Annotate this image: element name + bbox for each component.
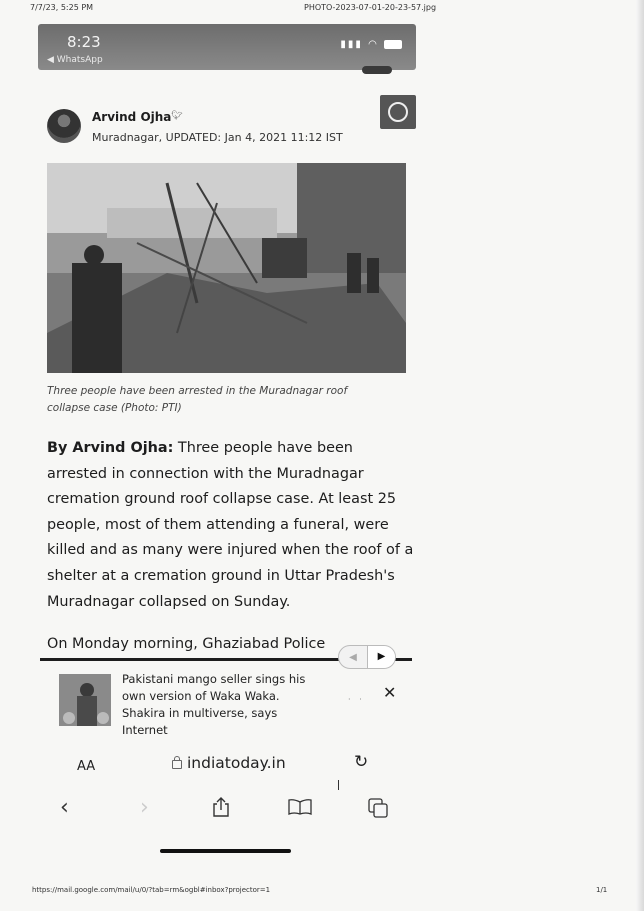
back-to-whatsapp-link[interactable]: ◀ WhatsApp [47,55,103,65]
tabs-icon[interactable] [368,798,388,818]
wifi-icon: ◠ [368,39,379,50]
print-timestamp: 7/7/23, 5:25 PM [30,3,94,12]
pager-next-icon[interactable]: ▶ [367,646,395,668]
close-icon[interactable]: ✕ [383,683,397,702]
page-edge [636,0,644,911]
share-icon[interactable] [212,797,230,817]
forward-button[interactable]: › [140,795,149,820]
bookmarks-icon[interactable] [288,799,312,815]
signal-icon: ▮▮▮ [340,39,363,50]
home-indicator [160,849,291,853]
print-filename: PHOTO-2023-07-01-20-23-57.jpg [304,3,437,12]
reload-icon[interactable]: ↻ [354,752,369,772]
text-cursor [338,780,339,790]
lock-icon [172,760,182,769]
print-url: https://mail.google.com/mail/u/0/?tab=rm&ogbl#inbox?projector=1 [32,886,271,894]
address-bar[interactable]: indiatoday.in [187,754,286,772]
camera-notch [362,66,392,74]
article-paragraph [47,436,417,615]
photo-caption: Three people have been arrested in the Muradnagar roof collapse case (Photo: PTI) [47,385,348,414]
author-name[interactable]: Arvind Ojha [92,110,172,124]
article-photo [47,163,406,373]
verified-bird-icon: 🐦︎ [171,111,183,121]
decorative-dots: · · [348,695,365,704]
text-size-button[interactable]: AA [77,759,96,774]
back-button[interactable]: ‹ [60,795,69,820]
print-page-number: 1/1 [596,886,608,894]
battery-icon [384,40,402,49]
status-icons [340,39,402,50]
recommendation-thumbnail[interactable] [59,674,111,726]
whatsapp-icon [388,102,408,122]
recommendation-pager[interactable] [338,645,396,669]
recommendation-title[interactable]: Pakistani mango seller sings his own version of Waka Waka. Shakira in multiverse, says Internet [122,672,306,737]
clock: 8:23 [67,33,101,51]
article-body: Three people have been arrested in connection with the Muradnagar cremation ground roof collapse case. At least 25 people, most of them attending a funeral, were killed and as many were injured when the roof of a shelter at a cremation ground in Uttar Pradesh's Muradnagar collapsed on Sunday. [47,440,414,610]
pager-prev-icon[interactable]: ◀ [349,651,357,663]
author-avatar[interactable] [47,109,81,143]
status-bar [38,24,416,70]
article-dateline: Muradnagar, UPDATED: Jan 4, 2021 11:12 IST [92,131,343,144]
article-next-line: On Monday morning, Ghaziabad Police [47,636,326,652]
whatsapp-share-button[interactable] [380,95,416,129]
article-byline: By Arvind Ojha: [47,440,174,456]
